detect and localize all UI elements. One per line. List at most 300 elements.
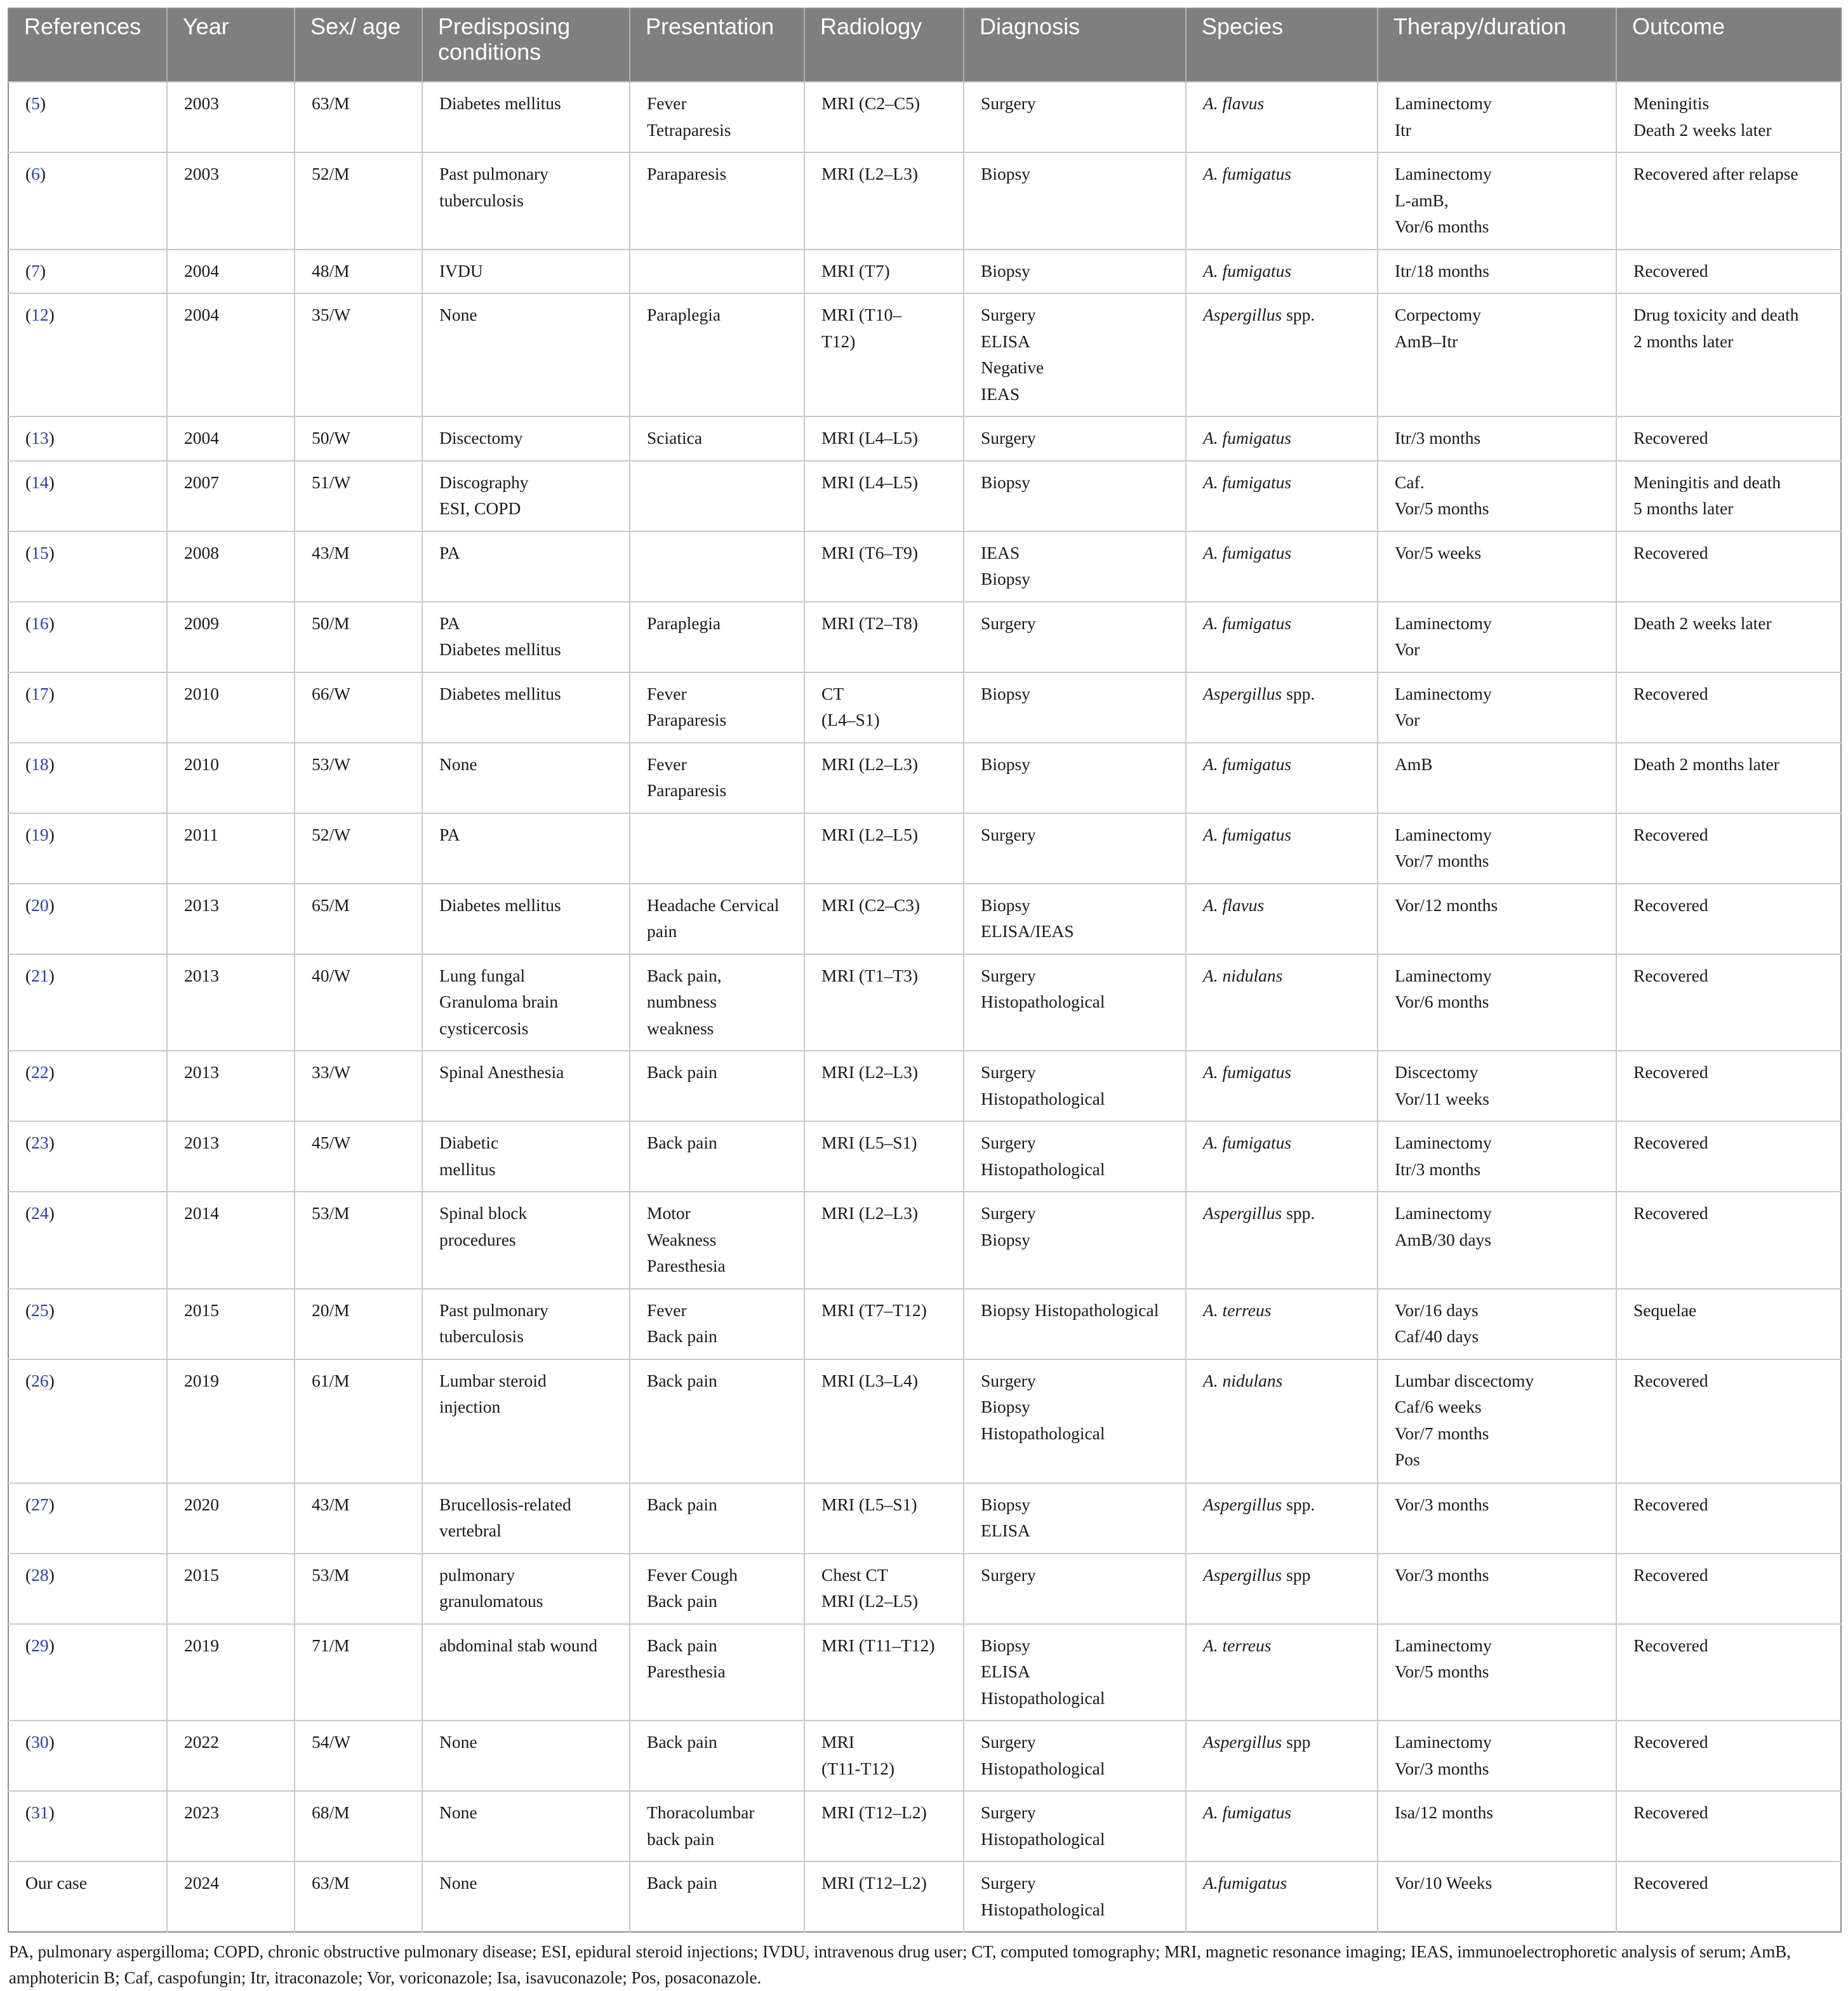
cell-radiology-text: MRI (T6–T9) [821, 542, 918, 563]
cell-radiology-text: MRI (T11–T12) [821, 1635, 935, 1655]
cell-radiology-text: MRI (T12–L2) [821, 1802, 927, 1822]
cell-radiology [804, 1051, 964, 1121]
cell-therapy-duration-text: Laminectomy Itr [1395, 93, 1492, 140]
cell-presentation [630, 672, 804, 743]
cell-year-text: 2013 [184, 1062, 219, 1082]
cell-predisposing-conditions [422, 1624, 630, 1721]
cell-reference[interactable]: (19) [8, 813, 167, 884]
cell-species [1186, 602, 1378, 672]
cell-reference[interactable]: (21) [8, 954, 167, 1051]
reference-link[interactable]: 22 [31, 1062, 49, 1082]
cell-radiology-text: MRI (L2–L3) [821, 754, 918, 774]
cell-presentation [630, 1791, 804, 1861]
cell-year [167, 1483, 295, 1554]
cell-therapy-duration [1378, 82, 1616, 152]
cell-therapy-duration-text: AmB [1395, 754, 1433, 774]
cell-year-text: 2010 [184, 754, 219, 774]
reference-link[interactable]: 6 [31, 164, 40, 183]
cell-outcome [1616, 461, 1841, 531]
cell-therapy-duration-text: Laminectomy Vor [1395, 683, 1492, 729]
cell-radiology [804, 884, 964, 954]
cell-species [1186, 1721, 1378, 1791]
cell-presentation-text: Back pain [647, 1732, 717, 1752]
cell-sex-age-text: 40/W [312, 965, 351, 985]
cell-diagnosis-text: Surgery Histopathological [981, 965, 1105, 1011]
cell-diagnosis [964, 813, 1186, 884]
cell-diagnosis [964, 1051, 1186, 1121]
cell-predisposing-conditions [422, 884, 630, 954]
cell-radiology-text: MRI (L2–L3) [821, 164, 918, 183]
cell-year [167, 1554, 295, 1624]
cell-sex-age-text: 48/M [312, 260, 350, 281]
cell-outcome-text: Recovered [1633, 1133, 1708, 1152]
cell-therapy-duration [1378, 1483, 1616, 1554]
cell-sex-age-text: 43/M [312, 542, 350, 563]
cell-predisposing-conditions [422, 1359, 630, 1483]
cell-reference[interactable]: (6) [8, 152, 167, 250]
cell-presentation [630, 461, 804, 531]
cell-sex-age-text: 53/W [312, 754, 351, 774]
cell-species [1186, 82, 1378, 152]
cell-therapy-duration-text: Caf. Vor/5 months [1395, 472, 1489, 518]
cell-reference[interactable]: (26) [8, 1359, 167, 1483]
cell-outcome-text: Recovered [1633, 965, 1708, 985]
reference-link[interactable]: 30 [31, 1732, 49, 1752]
table-row [8, 602, 1841, 672]
header-outcome: Outcome [1616, 8, 1841, 82]
cell-sex-age [295, 1721, 422, 1791]
cell-radiology-text: MRI (L5–S1) [821, 1133, 917, 1152]
cell-reference[interactable]: (23) [8, 1121, 167, 1192]
cell-outcome [1616, 1289, 1841, 1359]
cell-radiology-text: MRI (L2–L5) [821, 824, 918, 844]
cell-diagnosis [964, 1721, 1186, 1791]
species-name: A. fumigatus [1203, 472, 1292, 492]
cell-year-text: 2013 [184, 895, 219, 915]
table-row [8, 82, 1841, 152]
cell-therapy-duration-text: Vor/16 days Caf/40 days [1395, 1300, 1479, 1346]
cell-therapy-duration [1378, 1359, 1616, 1483]
reference-link[interactable]: 14 [31, 472, 49, 492]
cell-sex-age-text: 71/M [312, 1635, 350, 1655]
header-year: Year [167, 8, 295, 82]
cell-predisposing-conditions-text: None [439, 305, 477, 324]
cell-outcome-text: Recovered [1633, 1494, 1708, 1514]
cell-predisposing-conditions-text: PA [439, 824, 460, 844]
cell-outcome [1616, 531, 1841, 602]
cell-diagnosis [964, 1289, 1186, 1359]
cell-diagnosis [964, 602, 1186, 672]
cell-sex-age [295, 82, 422, 152]
cell-species [1186, 1861, 1378, 1932]
table-row [8, 1289, 1841, 1359]
cell-radiology-text: Chest CT MRI (L2–L5) [821, 1564, 918, 1611]
cell-therapy-duration-text: Laminectomy Vor/6 months [1395, 965, 1492, 1011]
cell-radiology [804, 152, 964, 250]
cell-predisposing-conditions [422, 1861, 630, 1932]
cell-outcome [1616, 884, 1841, 954]
cell-radiology [804, 250, 964, 294]
cell-presentation [630, 1359, 804, 1483]
cell-diagnosis-text: Surgery Histopathological [981, 1133, 1105, 1179]
cell-diagnosis [964, 82, 1186, 152]
cell-therapy-duration [1378, 416, 1616, 461]
cell-reference[interactable]: (7) [8, 250, 167, 294]
species-name: A. fumigatus [1203, 164, 1292, 183]
cell-outcome [1616, 1483, 1841, 1554]
cell-therapy-duration [1378, 1721, 1616, 1791]
cell-diagnosis [964, 954, 1186, 1051]
cell-year-text: 2008 [184, 542, 219, 563]
cell-outcome [1616, 672, 1841, 743]
cell-presentation [630, 1554, 804, 1624]
species-name: Aspergillus [1203, 1494, 1282, 1514]
species-suffix: spp [1282, 1564, 1311, 1585]
cell-radiology-text: MRI (L2–L3) [821, 1203, 918, 1223]
cell-radiology-text: MRI (T7–T12) [821, 1300, 927, 1320]
cell-species [1186, 1791, 1378, 1861]
header-diagnosis: Diagnosis [964, 8, 1186, 82]
cell-diagnosis-text: Biopsy [981, 683, 1030, 703]
cell-reference[interactable]: (20) [8, 884, 167, 954]
cell-predisposing-conditions [422, 743, 630, 813]
cell-reference[interactable]: (31) [8, 1791, 167, 1861]
cell-presentation [630, 884, 804, 954]
cell-radiology-text: MRI (T1–T3) [821, 965, 918, 985]
cell-sex-age-text: 54/W [312, 1732, 351, 1752]
reference-link[interactable]: 12 [31, 305, 49, 324]
cell-therapy-duration-text: Vor/10 Weeks [1395, 1873, 1492, 1893]
cell-radiology [804, 1791, 964, 1861]
cell-reference[interactable]: (12) [8, 293, 167, 416]
cell-sex-age [295, 743, 422, 813]
cell-sex-age-text: 68/M [312, 1802, 350, 1822]
cell-species [1186, 1192, 1378, 1289]
cell-predisposing-conditions-text: Diabetes mellitus [439, 895, 561, 915]
reference-link[interactable]: 13 [31, 428, 49, 448]
cell-radiology [804, 1359, 964, 1483]
header-species: Species [1186, 8, 1378, 82]
cell-predisposing-conditions-text: None [439, 1802, 477, 1822]
cell-reference[interactable]: (17) [8, 672, 167, 743]
cell-predisposing-conditions-text: None [439, 1732, 477, 1752]
reference-link[interactable]: 28 [31, 1564, 49, 1585]
species-name: A.fumigatus [1203, 1873, 1287, 1893]
reference-link[interactable]: 20 [31, 895, 49, 915]
cell-predisposing-conditions-text: pulmonary granulomatous [439, 1564, 543, 1611]
cell-year [167, 1721, 295, 1791]
cell-reference[interactable]: (16) [8, 602, 167, 672]
reference-link[interactable]: 18 [31, 754, 49, 774]
cell-outcome-text: Recovered [1633, 824, 1708, 844]
cell-year-text: 2007 [184, 472, 219, 492]
cell-species [1186, 813, 1378, 884]
cell-diagnosis-text: Surgery [981, 613, 1036, 633]
species-name: A. fumigatus [1203, 542, 1292, 563]
cell-predisposing-conditions-text: Discectomy [439, 428, 523, 448]
species-name: A. nidulans [1203, 1370, 1283, 1390]
cell-outcome-text: Recovered [1633, 1802, 1708, 1822]
cell-sex-age [295, 1483, 422, 1554]
cell-sex-age [295, 954, 422, 1051]
cell-diagnosis-text: Biopsy ELISA [981, 1494, 1030, 1540]
cell-predisposing-conditions-text: None [439, 1873, 477, 1893]
table-row [8, 1861, 1841, 1932]
cell-year [167, 602, 295, 672]
cell-radiology [804, 1192, 964, 1289]
cell-predisposing-conditions-text: Diabetes mellitus [439, 683, 561, 703]
case-reports-table [8, 8, 1842, 1933]
species-name: A. fumigatus [1203, 260, 1292, 281]
cell-radiology [804, 1121, 964, 1192]
cell-presentation-text: Fever Cough Back pain [647, 1564, 738, 1611]
cell-outcome-text: Meningitis Death 2 weeks later [1633, 93, 1772, 140]
cell-year-text: 2019 [184, 1635, 219, 1655]
cell-reference[interactable]: (29) [8, 1624, 167, 1721]
reference-link[interactable]: 23 [31, 1133, 49, 1152]
cell-year-text: 2013 [184, 965, 219, 985]
cell-therapy-duration-text: Isa/12 months [1395, 1802, 1494, 1822]
cell-predisposing-conditions-text: IVDU [439, 260, 483, 281]
cell-year [167, 1359, 295, 1483]
reference-link[interactable]: 26 [31, 1370, 49, 1390]
cell-presentation [630, 1483, 804, 1554]
species-name: A. fumigatus [1203, 754, 1292, 774]
reference-link[interactable]: 17 [31, 683, 49, 703]
cell-outcome [1616, 1051, 1841, 1121]
cell-species [1186, 1554, 1378, 1624]
cell-reference[interactable]: (30) [8, 1721, 167, 1791]
cell-predisposing-conditions [422, 813, 630, 884]
cell-predisposing-conditions [422, 602, 630, 672]
cell-radiology [804, 743, 964, 813]
cell-diagnosis [964, 1861, 1186, 1932]
cell-year-text: 2003 [184, 164, 219, 183]
cell-year [167, 416, 295, 461]
header-radiology: Radiology [804, 8, 964, 82]
cell-species [1186, 152, 1378, 250]
reference-link[interactable]: 15 [31, 542, 49, 563]
cell-sex-age [295, 293, 422, 416]
species-suffix: spp. [1282, 683, 1315, 703]
cell-predisposing-conditions-text: Brucellosis-related vertebral [439, 1494, 571, 1540]
cell-reference[interactable]: (18) [8, 743, 167, 813]
cell-presentation-text: Fever Back pain [647, 1300, 717, 1346]
cell-reference[interactable]: (15) [8, 531, 167, 602]
cell-sex-age-text: 50/W [312, 428, 351, 448]
cell-presentation [630, 813, 804, 884]
cell-predisposing-conditions [422, 1192, 630, 1289]
cell-reference[interactable]: (24) [8, 1192, 167, 1289]
cell-reference[interactable]: (27) [8, 1483, 167, 1554]
cell-outcome [1616, 743, 1841, 813]
cell-therapy-duration [1378, 954, 1616, 1051]
cell-species [1186, 461, 1378, 531]
cell-reference[interactable]: (28) [8, 1554, 167, 1624]
cell-predisposing-conditions-text: Discography ESI, COPD [439, 472, 529, 518]
cell-diagnosis [964, 743, 1186, 813]
cell-species [1186, 954, 1378, 1051]
cell-outcome-text: Death 2 months later [1633, 754, 1779, 774]
cell-therapy-duration [1378, 461, 1616, 531]
species-name: A. flavus [1203, 895, 1265, 915]
cell-outcome [1616, 250, 1841, 294]
cell-sex-age [295, 1121, 422, 1192]
table-row [8, 293, 1841, 416]
cell-reference[interactable]: (13) [8, 416, 167, 461]
cell-presentation-text: Back pain [647, 1494, 717, 1514]
cell-radiology [804, 416, 964, 461]
cell-year [167, 672, 295, 743]
cell-outcome [1616, 152, 1841, 250]
cell-therapy-duration-text: Lumbar discectomy Caf/6 weeks Vor/7 months Pos [1395, 1370, 1534, 1469]
cell-therapy-duration [1378, 531, 1616, 602]
cell-presentation [630, 82, 804, 152]
species-name: A. fumigatus [1203, 1062, 1292, 1082]
cell-radiology [804, 954, 964, 1051]
cell-sex-age [295, 1051, 422, 1121]
cell-presentation [630, 1624, 804, 1721]
cell-therapy-duration [1378, 1121, 1616, 1192]
table-row [8, 1554, 1841, 1624]
cell-radiology-text: CT (L4–S1) [821, 683, 880, 729]
cell-sex-age [295, 416, 422, 461]
cell-diagnosis-text: Biopsy ELISA Histopathological [981, 1635, 1105, 1708]
reference-link[interactable]: 21 [31, 965, 49, 985]
cell-radiology [804, 672, 964, 743]
cell-radiology-text: MRI (T7) [821, 260, 890, 281]
cell-radiology [804, 602, 964, 672]
reference-link[interactable]: 5 [31, 93, 40, 113]
reference-link[interactable]: 29 [31, 1635, 49, 1655]
cell-sex-age [295, 1624, 422, 1721]
cell-reference[interactable]: (5) [8, 82, 167, 152]
cell-outcome-text: Recovered [1633, 542, 1708, 563]
cell-presentation-text: Sciatica [647, 428, 703, 448]
cell-outcome-text: Recovered [1633, 1370, 1708, 1390]
table-row [8, 1791, 1841, 1861]
cell-diagnosis [964, 884, 1186, 954]
cell-year-text: 2023 [184, 1802, 219, 1822]
cell-reference[interactable]: (25) [8, 1289, 167, 1359]
cell-reference[interactable]: (14) [8, 461, 167, 531]
cell-radiology [804, 461, 964, 531]
cell-species [1186, 672, 1378, 743]
cell-presentation [630, 602, 804, 672]
reference-link[interactable]: 27 [31, 1494, 49, 1514]
cell-presentation [630, 1051, 804, 1121]
reference-link[interactable]: 31 [31, 1802, 49, 1822]
cell-therapy-duration-text: Laminectomy Vor/7 months [1395, 824, 1492, 870]
cell-radiology [804, 1554, 964, 1624]
species-name: A. fumigatus [1203, 1133, 1292, 1152]
cell-radiology [804, 531, 964, 602]
cell-predisposing-conditions [422, 82, 630, 152]
reference-link[interactable]: 19 [31, 824, 49, 844]
cell-predisposing-conditions-text: Diabetic mellitus [439, 1133, 499, 1179]
cell-sex-age [295, 1359, 422, 1483]
cell-predisposing-conditions [422, 1483, 630, 1554]
cell-predisposing-conditions-text: PA Diabetes mellitus [439, 613, 561, 659]
table-row [8, 416, 1841, 461]
cell-predisposing-conditions-text: Spinal Anesthesia [439, 1062, 564, 1082]
cell-presentation [630, 152, 804, 250]
reference-link[interactable]: 7 [31, 260, 40, 281]
cell-species [1186, 1051, 1378, 1121]
cell-therapy-duration-text: Laminectomy Vor/5 months [1395, 1635, 1492, 1681]
cell-predisposing-conditions [422, 416, 630, 461]
species-suffix: spp. [1282, 1494, 1315, 1514]
cell-year-text: 2009 [184, 613, 219, 633]
reference-link[interactable]: 25 [31, 1300, 49, 1320]
cell-year [167, 1791, 295, 1861]
cell-sex-age [295, 1192, 422, 1289]
cell-therapy-duration-text: Vor/12 months [1395, 895, 1498, 915]
cell-year [167, 1121, 295, 1192]
cell-therapy-duration-text: Vor/3 months [1395, 1564, 1489, 1585]
table-body [8, 82, 1841, 1932]
cell-diagnosis-text: Biopsy [981, 472, 1030, 492]
species-suffix: spp [1282, 1732, 1311, 1752]
cell-year [167, 461, 295, 531]
cell-predisposing-conditions [422, 672, 630, 743]
cell-therapy-duration [1378, 602, 1616, 672]
cell-therapy-duration [1378, 152, 1616, 250]
cell-predisposing-conditions-text: Lumbar steroid injection [439, 1370, 547, 1416]
cell-therapy-duration [1378, 884, 1616, 954]
cell-sex-age [295, 672, 422, 743]
cell-outcome [1616, 813, 1841, 884]
cell-radiology-text: MRI (T12–L2) [821, 1873, 927, 1893]
cell-predisposing-conditions [422, 1051, 630, 1121]
cell-sex-age [295, 884, 422, 954]
cell-reference[interactable]: (22) [8, 1051, 167, 1121]
species-name: A. fumigatus [1203, 428, 1292, 448]
cell-radiology [804, 1624, 964, 1721]
reference-link[interactable]: 16 [31, 613, 49, 633]
cell-radiology [804, 813, 964, 884]
cell-year [167, 884, 295, 954]
cell-therapy-duration [1378, 250, 1616, 294]
cell-outcome [1616, 293, 1841, 416]
cell-year [167, 813, 295, 884]
header-references: References [8, 8, 167, 82]
cell-radiology-text: MRI (C2–C3) [821, 895, 921, 915]
cell-sex-age-text: 53/M [312, 1203, 350, 1223]
cell-year-text: 2011 [184, 824, 218, 844]
cell-sex-age-text: 61/M [312, 1370, 350, 1390]
species-name: Aspergillus [1203, 1203, 1282, 1223]
table-row [8, 1051, 1841, 1121]
cell-year-text: 2020 [184, 1494, 219, 1514]
cell-sex-age-text: 43/M [312, 1494, 350, 1514]
reference-link[interactable]: 24 [31, 1203, 49, 1223]
cell-outcome-text: Recovered after relapse [1633, 164, 1798, 183]
cell-diagnosis-text: Surgery [981, 428, 1036, 448]
table-footnote: PA, pulmonary aspergilloma; COPD, chronic obstructive pulmonary disease; ESI, epidural steroid injections; IVDU, intravenous drug user; CT, computed tomography; MRI, magnetic resonance imaging; IEAS, immunoelectrophoretic analysis of serum; AmB, amphotericin B; Caf, caspofungin; Itr, itraconazole; Vor, voriconazole; Isa, isavuconazole; Pos, posaconazole. [9, 1942, 1791, 1987]
cell-presentation-text: Back pain, numbness weakness [647, 965, 722, 1038]
cell-sex-age-text: 52/W [312, 824, 351, 844]
cell-diagnosis [964, 1624, 1186, 1721]
cell-presentation [630, 1121, 804, 1192]
table-container [8, 8, 1840, 1991]
cell-outcome-text: Recovered [1633, 1635, 1708, 1655]
cell-predisposing-conditions [422, 152, 630, 250]
cell-therapy-duration [1378, 1624, 1616, 1721]
cell-year [167, 954, 295, 1051]
cell-predisposing-conditions [422, 1554, 630, 1624]
species-name: Aspergillus [1203, 305, 1282, 324]
